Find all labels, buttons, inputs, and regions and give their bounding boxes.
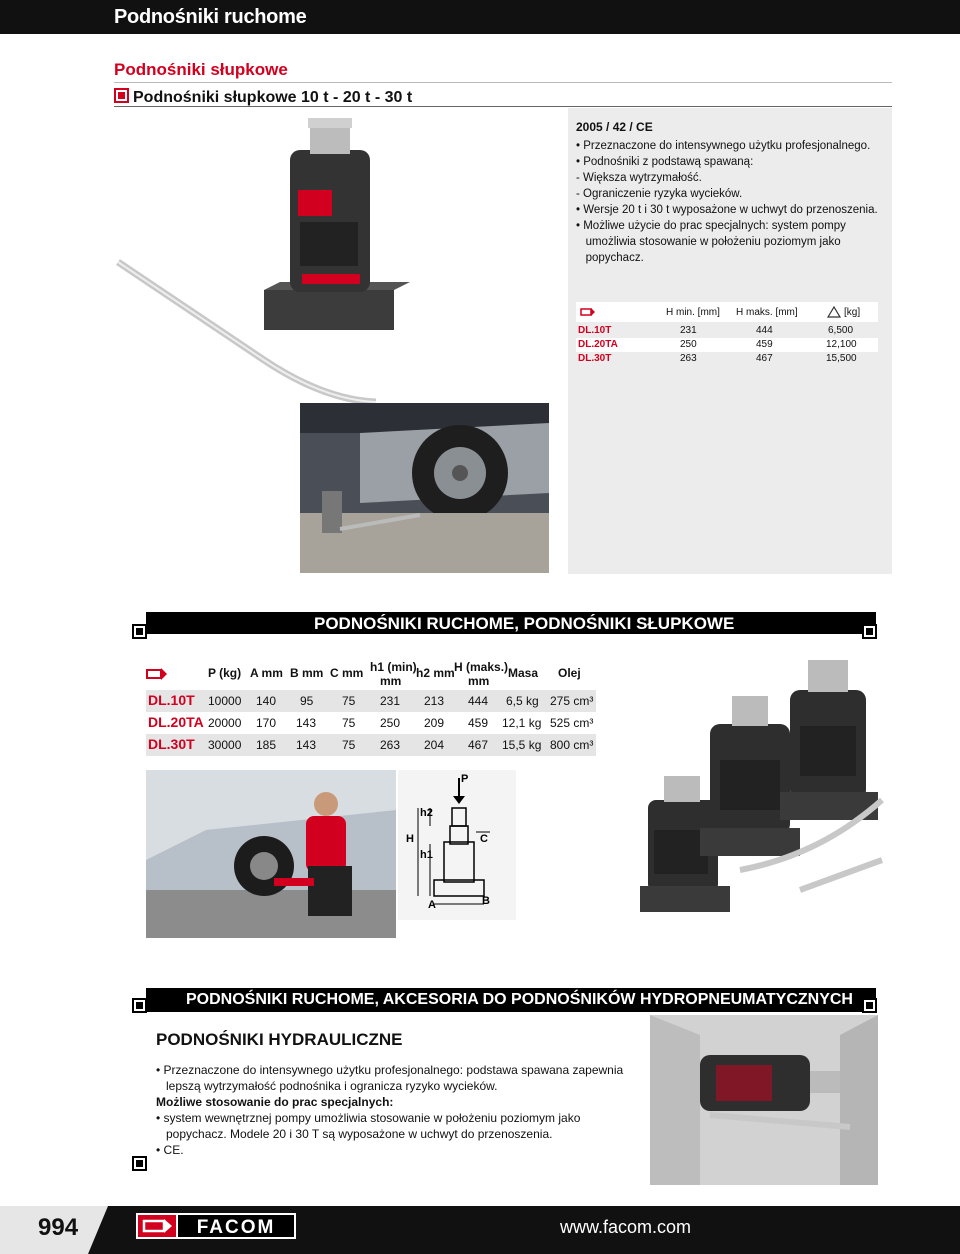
cell: 231 <box>380 694 401 708</box>
facom-logo-icon <box>136 1213 296 1239</box>
cell: 467 <box>756 353 773 364</box>
mini-table-header <box>576 302 878 322</box>
text-line: lepszą wytrzymałość podnośnika i ogranicza ryzyko wycieków. <box>156 1079 498 1093</box>
cell: 204 <box>424 738 445 752</box>
cell: 12,1 kg <box>502 716 542 730</box>
header-h1: h1 (min) <box>370 660 417 674</box>
product-code: DL.10T <box>578 325 612 336</box>
label-h1: h1 <box>420 849 433 861</box>
header-p: P (kg) <box>208 666 242 680</box>
cell: 213 <box>424 694 445 708</box>
table-row <box>146 712 596 734</box>
page-number: 994 <box>38 1214 79 1241</box>
wrench-code-icon <box>146 668 168 680</box>
cell: 263 <box>380 738 401 752</box>
divider <box>114 82 892 83</box>
cell: 209 <box>424 716 445 730</box>
cell: 800 cm³ <box>550 738 594 752</box>
feature-item: popychacz. <box>576 252 644 264</box>
cell: 444 <box>468 694 489 708</box>
feature-list <box>576 138 876 266</box>
logo-text: FACOM <box>196 1217 276 1238</box>
label-h: H <box>406 833 414 845</box>
hydraulic-title: PODNOŚNIKI HYDRAULICZNE <box>156 1030 403 1049</box>
cell: 250 <box>380 716 401 730</box>
table-row <box>146 690 596 712</box>
feature-item: - Ograniczenie ryzyka wycieków. <box>576 188 743 200</box>
divider <box>114 106 892 107</box>
cell: 275 cm³ <box>550 694 594 708</box>
cell: 467 <box>468 738 489 752</box>
cell: 6,500 <box>828 325 854 336</box>
red-square-icon <box>114 88 129 103</box>
cell: 75 <box>342 694 356 708</box>
header-olej: Olej <box>558 666 581 680</box>
mechanic-photo <box>146 770 396 938</box>
cell: 30000 <box>208 738 242 752</box>
header-h2: h2 mm <box>416 666 455 680</box>
cell: 143 <box>296 738 317 752</box>
feature-item: • Podnośniki z podstawą spawaną: <box>576 156 754 168</box>
corner-marker-icon <box>132 998 147 1013</box>
header-c: C mm <box>330 666 364 680</box>
mini-header-hmax: H maks. [mm] <box>736 307 798 318</box>
header-masa: Masa <box>508 666 539 680</box>
horizontal-jack-photo <box>650 1015 878 1185</box>
feature-item: • Możliwe użycie do prac specjalnych: system pompy <box>576 220 846 232</box>
website-link[interactable]: www.facom.com <box>560 1217 692 1237</box>
cell: 95 <box>300 694 314 708</box>
cell: 15,5 kg <box>502 738 542 752</box>
corner-marker-icon <box>862 998 877 1013</box>
cell: 231 <box>680 325 697 336</box>
header-h1-unit: mm <box>380 674 402 688</box>
mini-table-row <box>576 338 878 352</box>
feature-item: - Większa wytrzymałość. <box>576 172 702 184</box>
cell: 250 <box>680 339 697 350</box>
banner-title: PODNOŚNIKI RUCHOME, PODNOŚNIKI SŁUPKOWE <box>314 614 735 633</box>
text-line: popychacz. Modele 20 i 30 T są wyposażone w uchwyt do przenoszenia. <box>156 1127 553 1141</box>
facom-logo <box>136 1213 296 1239</box>
text-line: • CE. <box>156 1143 184 1157</box>
cell: 75 <box>342 738 356 752</box>
label-h2: h2 <box>420 807 433 819</box>
header-h-unit: mm <box>468 674 490 688</box>
label-a: A <box>428 899 436 911</box>
cell: 185 <box>256 738 277 752</box>
product-code: DL.30T <box>148 736 195 752</box>
jack-dimension-diagram <box>398 770 516 920</box>
cell: 525 cm³ <box>550 716 594 730</box>
product-code: DL.20TA <box>148 714 204 730</box>
label-p: P <box>461 773 469 785</box>
cell: 20000 <box>208 716 242 730</box>
corner-marker-icon <box>132 624 147 639</box>
three-bottle-jacks-image <box>620 650 890 950</box>
cell: 6,5 kg <box>506 694 539 708</box>
text-line: • system wewnętrznej pompy umożliwia stosowanie w położeniu poziomym jako <box>156 1111 581 1125</box>
hydraulic-description <box>156 1062 626 1158</box>
header-h: H (maks.) <box>454 660 509 674</box>
text-line: • Przeznaczone do intensywnego użytku profesjonalnego: podstawa spawana zapewnia <box>156 1063 624 1077</box>
cell: 75 <box>342 716 356 730</box>
product-code: DL.20TA <box>578 339 618 350</box>
feature-item: • Przeznaczone do intensywnego użytku profesjonalnego. <box>576 140 871 152</box>
mini-table-row <box>576 352 878 366</box>
banner-title: PODNOŚNIKI RUCHOME, AKCESORIA DO PODNOŚNIKÓW HYDROPNEUMATYCZNYCH <box>186 991 853 1008</box>
cell: 444 <box>756 325 773 336</box>
wrench-code-icon <box>580 307 596 317</box>
spec-table-header <box>146 660 596 688</box>
product-code: DL.30T <box>578 353 612 364</box>
product-code: DL.10T <box>148 692 195 708</box>
subsection-title <box>114 88 412 107</box>
mini-header-hmin: H min. [mm] <box>666 307 720 318</box>
label-b: B <box>482 895 490 907</box>
corner-marker-icon <box>132 1156 147 1171</box>
car-jack-photo-drawing <box>300 403 549 573</box>
text-line-bold: Możliwe stosowanie do prac specjalnych: <box>156 1095 394 1109</box>
header-a: A mm <box>250 666 283 680</box>
cell: 143 <box>296 716 317 730</box>
standard-label: 2005 / 42 / CE <box>576 120 653 134</box>
feature-item: umożliwia stosowanie w położeniu poziomym jako <box>576 236 841 248</box>
feature-item: • Wersje 20 t i 30 t wyposażone w uchwyt do przenoszenia. <box>576 204 878 216</box>
cell: 15,500 <box>826 353 857 364</box>
cell: 12,100 <box>826 339 857 350</box>
mini-table-row <box>576 324 878 338</box>
cell: 170 <box>256 716 277 730</box>
corner-marker-icon <box>862 624 877 639</box>
cell: 459 <box>468 716 489 730</box>
subsection-title-text: Podnośniki słupkowe 10 t - 20 t - 30 t <box>133 89 413 106</box>
cell: 459 <box>756 339 773 350</box>
header-b: B mm <box>290 666 324 680</box>
section-title: Podnośniki słupkowe <box>114 60 288 79</box>
weight-icon <box>826 306 842 318</box>
cell: 263 <box>680 353 697 364</box>
cell: 140 <box>256 694 277 708</box>
cell: 10000 <box>208 694 242 708</box>
bottle-jack-image <box>114 110 554 410</box>
page-title: Podnośniki ruchome <box>114 6 307 28</box>
label-c: C <box>480 833 488 845</box>
table-row <box>146 734 596 756</box>
mini-header-kg: [kg] <box>844 307 861 318</box>
